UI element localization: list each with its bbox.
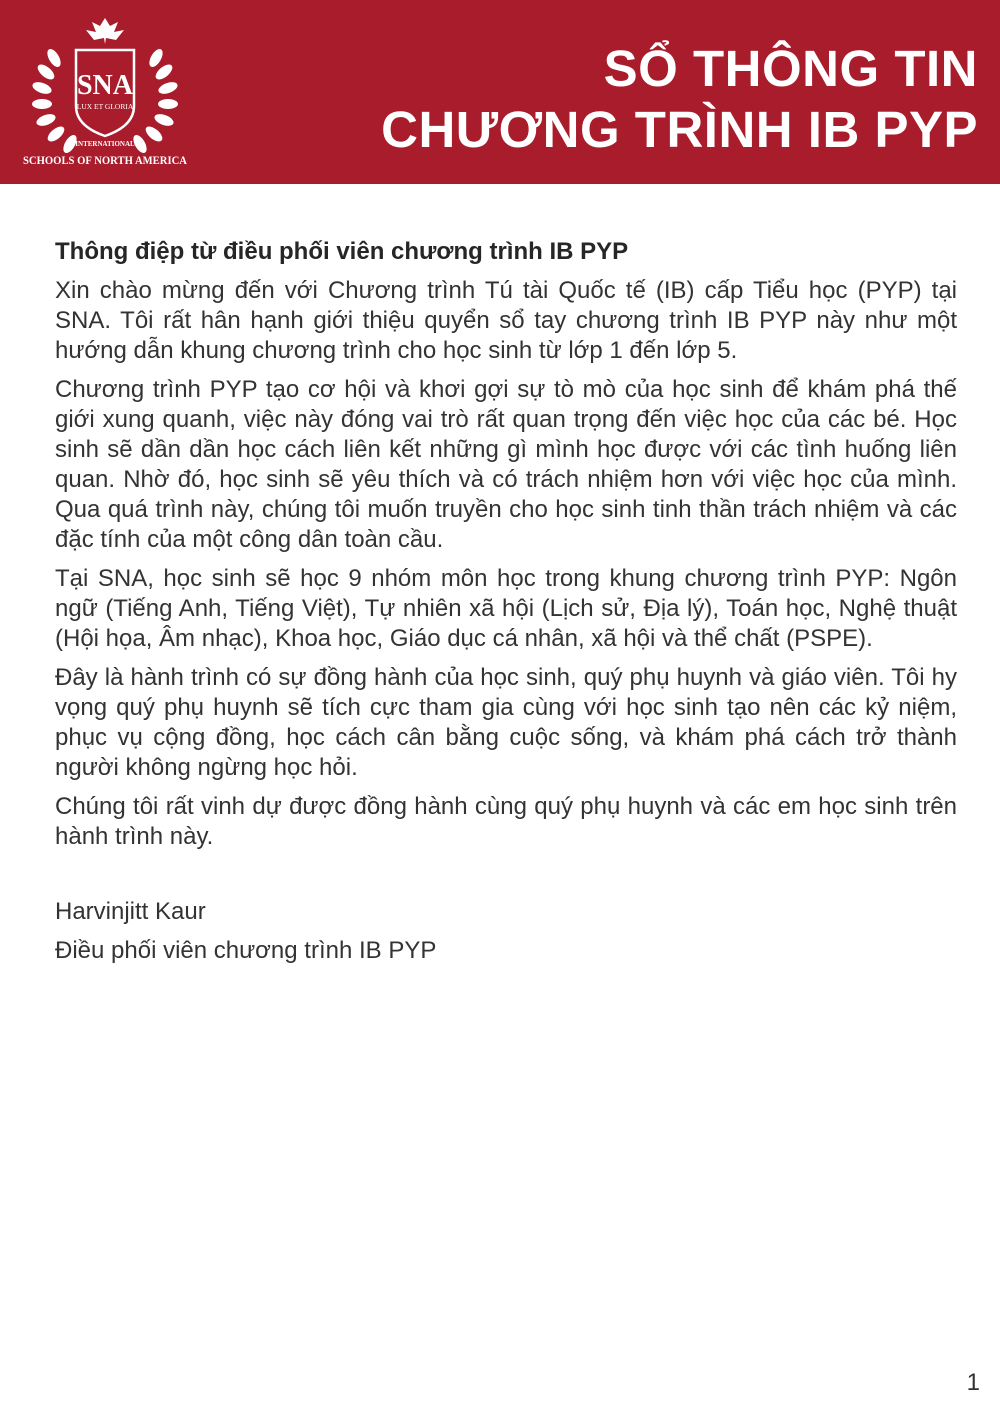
logo-school-name: SCHOOLS OF NORTH AMERICA <box>23 153 188 167</box>
title-line-2: CHƯƠNG TRÌNH IB PYP <box>381 101 978 158</box>
signature-block <box>55 897 957 966</box>
page-title <box>381 38 978 160</box>
page-number: 1 <box>966 1369 980 1396</box>
title-line-1: SỔ THÔNG TIN <box>603 40 978 97</box>
paragraph-3: Tại SNA, học sinh sẽ học 9 nhóm môn học trong khung chương trình PYP: Ngôn ngữ (Tiếng Anh, Tiếng Việt), Tự nhiên xã hội (Lịch sử, Địa lý), Toán học, Nghệ thuật (Hội họa, Âm nhạc), Khoa học, Giáo dục cá nhân, xã hội và thể chất (PSPE). <box>55 565 957 652</box>
paragraph-5: Chúng tôi rất vinh dự được đồng hành cùng quý phụ huynh và các em học sinh trên hành trình này. <box>55 793 957 850</box>
logo-motto: LUX ET GLORIA <box>76 102 134 111</box>
paragraph-1: Xin chào mừng đến với Chương trình Tú tài Quốc tế (IB) cấp Tiểu học (PYP) tại SNA. Tôi rất hân hạnh giới thiệu quyển sổ tay chương trình IB PYP này như một hướng dẫn khung chương trình cho học sinh từ lớp 1 đến lớp 5. <box>55 277 957 364</box>
paragraph-2: Chương trình PYP tạo cơ hội và khơi gợi sự tò mò của học sinh để khám phá thế giới xung quanh, việc này đóng vai trò rất quan trọng đến việc học của các bé. Học sinh sẽ dần dần học cách liên kết những gì mình học được với các tình huống liên quan. Nhờ đó, học sinh sẽ yêu thích và có trách nhiệm hơn với việc học của mình. Qua quá trình này, chúng tôi muốn truyền cho học sinh tinh thần trách nhiệm và các đặc tính của một công dân toàn cầu. <box>55 376 957 553</box>
letter-heading: Thông điệp từ điều phối viên chương trình IB PYP <box>55 238 629 265</box>
letter-content <box>55 236 957 975</box>
logo-ribbon-text: INTERNATIONAL <box>75 140 135 148</box>
signature-name: Harvinjitt Kaur <box>55 898 206 925</box>
eagle-icon <box>86 18 124 44</box>
laurel-left-icon <box>31 47 79 155</box>
laurel-right-icon <box>131 47 179 155</box>
logo-emblem-text: SNA <box>76 70 134 101</box>
sna-logo <box>18 14 192 170</box>
signature-role: Điều phối viên chương trình IB PYP <box>55 937 437 964</box>
header-banner <box>0 0 1000 184</box>
paragraph-4: Đây là hành trình có sự đồng hành của học sinh, quý phụ huynh và giáo viên. Tôi hy vọng quý phụ huynh sẽ tích cực tham gia cùng với học sinh tạo nên các kỷ niệm, phục vụ cộng đồng, học cách cân bằng cuộc sống, và khám phá cách trở thành người không ngừng học hỏi. <box>55 664 957 781</box>
